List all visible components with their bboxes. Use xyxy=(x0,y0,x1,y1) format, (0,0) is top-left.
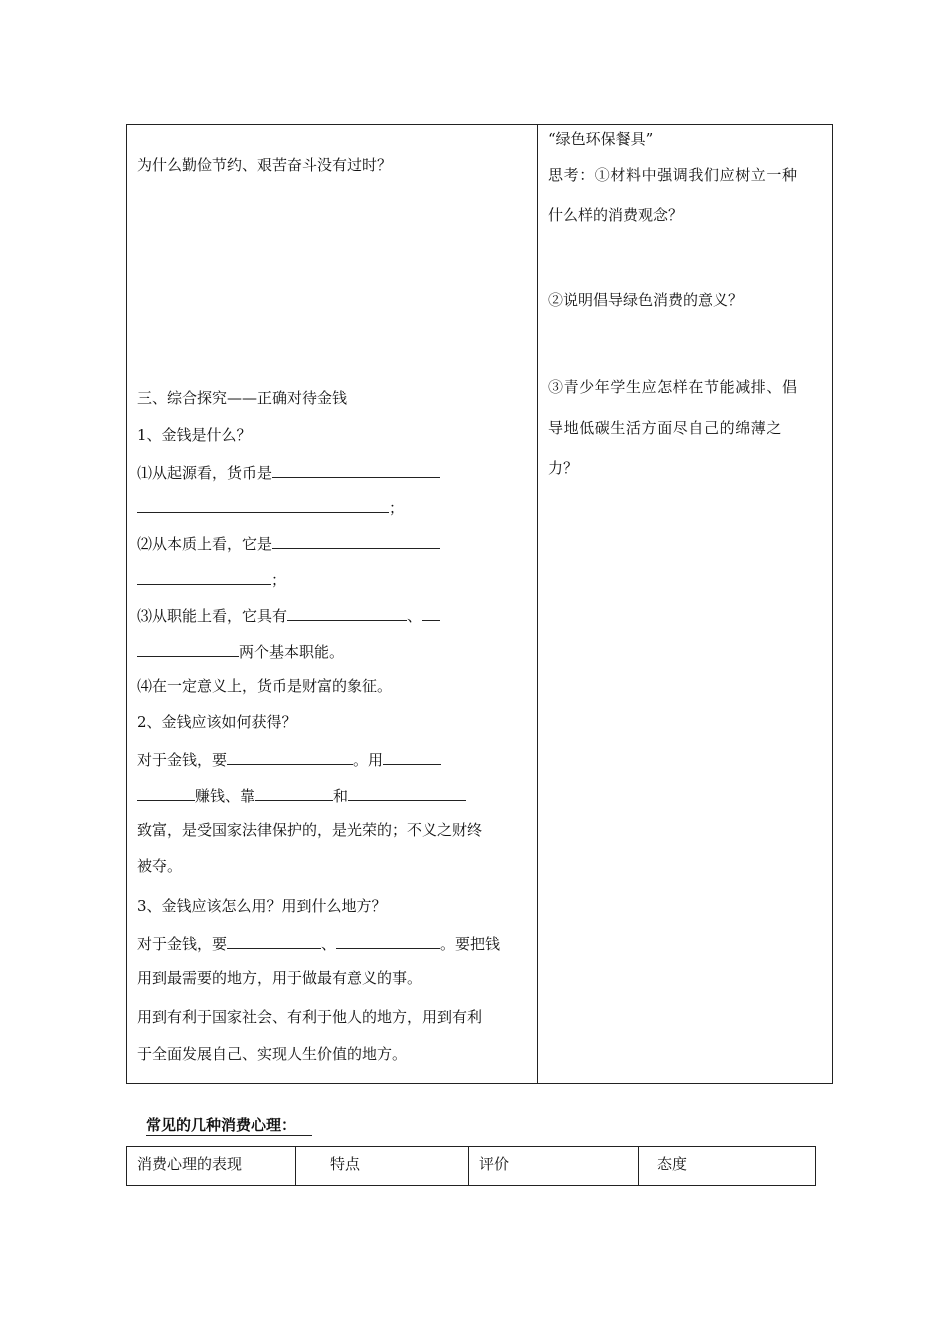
q2-text-a2: 。用 xyxy=(353,751,384,769)
q3-text-a2: 、 xyxy=(321,935,337,953)
consumer-psychology-heading: 常见的几种消费心理： xyxy=(146,1115,312,1136)
table-header-cell xyxy=(639,1147,815,1185)
think-question-2: ②说明倡导绿色消费的意义？ xyxy=(548,291,744,309)
q1-function-sep: 、 xyxy=(407,607,423,625)
consumer-psychology-table xyxy=(126,1146,816,1186)
header-feature: 特点 xyxy=(330,1155,361,1173)
answer-blank[interactable] xyxy=(272,532,440,549)
q2-text-b2: 和 xyxy=(333,787,349,805)
answer-blank[interactable] xyxy=(227,932,321,949)
think-question-3b: 导地低碳生活方面尽自己的绵薄之 xyxy=(548,419,783,437)
table-header-cell xyxy=(127,1147,296,1185)
question-3: 3、金钱应该怎么用？用到什么地方？ xyxy=(137,897,387,915)
right-column xyxy=(538,125,834,1083)
question-2: 2、金钱应该如何获得？ xyxy=(137,713,297,731)
think-question-1b: 什么样的消费观念？ xyxy=(548,206,684,224)
q1-function-end: 两个基本职能。 xyxy=(239,643,345,661)
answer-blank[interactable] xyxy=(227,748,353,765)
think-question-3c: 力？ xyxy=(548,459,579,477)
q2-text-b1: 赚钱、靠 xyxy=(195,787,256,805)
think-question-3a: ③青少年学生应怎样在节能减排、倡 xyxy=(548,378,798,396)
q2-line4: 被夺。 xyxy=(137,857,183,875)
worksheet-table xyxy=(126,124,833,1084)
q3-text-a1: 对于金钱，要 xyxy=(137,935,228,953)
material-title: “绿色环保餐具” xyxy=(548,130,654,148)
question-frugality: 为什么勤俭节约、艰苦奋斗没有过时？ xyxy=(137,156,393,174)
q1-nature-line2 xyxy=(137,568,286,590)
q3-line4: 于全面发展自己、实现人生价值的地方。 xyxy=(137,1045,408,1063)
q1-function-text: ⑶从职能上看，它具有 xyxy=(137,607,288,625)
q1-wealth-symbol: ⑷在一定意义上，货币是财富的象征。 xyxy=(137,677,393,695)
q1-nature-end: ； xyxy=(271,571,287,589)
answer-blank[interactable] xyxy=(137,640,239,657)
q2-line3: 致富，是受国家法律保护的，是光荣的；不义之财终 xyxy=(137,821,483,839)
answer-blank[interactable] xyxy=(336,932,440,949)
answer-blank[interactable] xyxy=(348,784,466,801)
question-1: 1、金钱是什么？ xyxy=(137,426,252,444)
answer-blank[interactable] xyxy=(137,496,389,513)
answer-blank[interactable] xyxy=(255,784,333,801)
header-evaluation: 评价 xyxy=(479,1155,510,1173)
q3-line1 xyxy=(137,932,500,954)
q1-origin-end: ； xyxy=(389,499,405,517)
answer-blank[interactable] xyxy=(383,748,441,765)
table-header-cell xyxy=(296,1147,469,1185)
answer-blank[interactable] xyxy=(137,784,195,801)
q3-line2: 用到最需要的地方，用于做最有意义的事。 xyxy=(137,969,423,987)
think-question-1a: 思考：①材料中强调我们应树立一种 xyxy=(548,166,798,184)
q3-text-a3: 。要把钱 xyxy=(440,935,501,953)
answer-blank[interactable] xyxy=(272,461,440,478)
answer-blank[interactable] xyxy=(422,604,440,621)
q2-text-a1: 对于金钱，要 xyxy=(137,751,228,769)
q1-nature-text: ⑵从本质上看，它是 xyxy=(137,535,273,553)
header-attitude: 态度 xyxy=(657,1155,688,1173)
answer-blank[interactable] xyxy=(287,604,407,621)
q2-line1 xyxy=(137,748,441,770)
left-column xyxy=(127,125,537,1083)
section3-title: 三、综合探究——正确对待金钱 xyxy=(137,389,348,407)
header-expression: 消费心理的表现 xyxy=(137,1155,243,1173)
q1-origin-line2 xyxy=(137,496,404,518)
q1-function-line2 xyxy=(137,640,344,662)
q3-line3: 用到有利于国家社会、有利于他人的地方，用到有利 xyxy=(137,1008,483,1026)
q2-line2 xyxy=(137,784,466,806)
table-header-cell xyxy=(469,1147,639,1185)
answer-blank[interactable] xyxy=(137,568,271,585)
q1-origin-text: ⑴从起源看，货币是 xyxy=(137,464,273,482)
q1-function-line xyxy=(137,604,440,626)
q1-nature-line xyxy=(137,532,440,554)
q1-origin-line xyxy=(137,461,440,483)
